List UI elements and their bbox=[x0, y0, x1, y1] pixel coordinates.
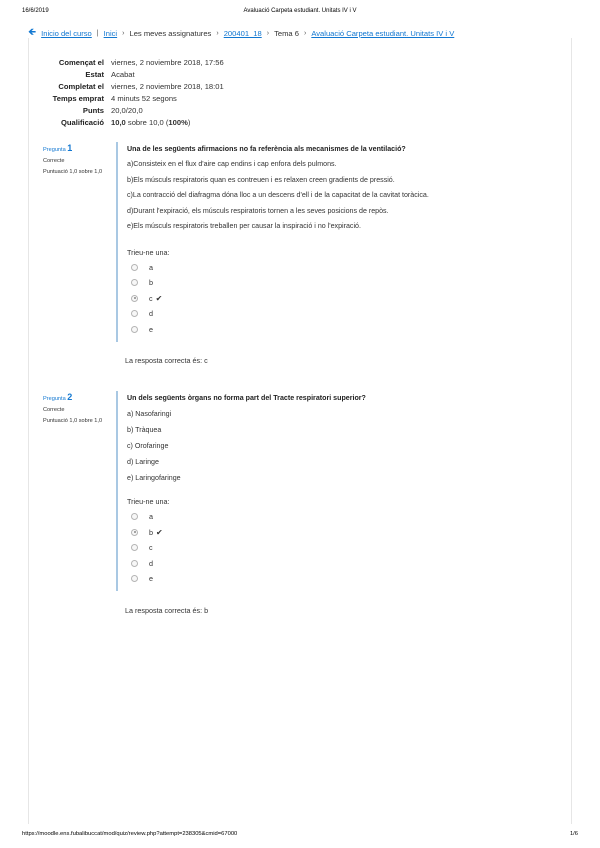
summary-value: 20,0/20,0 bbox=[111, 105, 143, 115]
question-text bbox=[127, 391, 556, 490]
option-text: d)Durant l'expiració, els músculs respiratoris tornen a les seves posicions de repòs. bbox=[127, 206, 389, 215]
option-text: d) Laringe bbox=[127, 458, 159, 466]
radio-button[interactable] bbox=[131, 326, 138, 333]
answer-option[interactable]: c bbox=[127, 540, 556, 556]
option-text: a)Consisteix en el flux d'aire cap endins i cap enfora dels pulmons. bbox=[127, 160, 337, 168]
radio-button[interactable] bbox=[131, 544, 138, 551]
option-text: e)Els músculs respiratoris treballen per causar la inspiració i no l'expiració. bbox=[127, 222, 361, 230]
summary-key: Completat el bbox=[58, 81, 104, 91]
answer-option-selected[interactable]: c ✔ bbox=[127, 291, 556, 307]
print-date: 16/6/2019 bbox=[22, 8, 49, 14]
chevron-right-icon: › bbox=[216, 29, 219, 37]
breadcrumb-link-course-home[interactable]: Inicio del curso bbox=[41, 28, 92, 38]
print-header bbox=[0, 8, 600, 20]
correct-answer-feedback: La resposta correcta és: b bbox=[125, 606, 209, 615]
answer-option[interactable]: e bbox=[127, 571, 556, 587]
arrow-left-icon[interactable]: 🡸 bbox=[28, 27, 37, 38]
option-text: b) Tràquea bbox=[127, 426, 162, 434]
answer-prompt: Trieu-ne una: bbox=[127, 497, 170, 506]
option-text: b)Els músculs respiratoris quan es contreuen i es relaxen creen gradients de pressió. bbox=[127, 175, 395, 184]
radio-button[interactable] bbox=[131, 513, 138, 520]
question-number: Pregunta 2 bbox=[43, 392, 73, 402]
print-url: https://moodle.ens.fubalibuccat/mod/quiz/review.php?attempt=238305&cmid=67000 bbox=[22, 831, 238, 837]
summary-row bbox=[28, 68, 328, 80]
question-text bbox=[127, 142, 556, 238]
question-content bbox=[116, 142, 556, 342]
summary-row bbox=[28, 80, 328, 92]
answer-option[interactable]: b bbox=[127, 275, 556, 291]
summary-row bbox=[28, 104, 328, 116]
radio-button-checked[interactable] bbox=[131, 529, 138, 536]
summary-value: viernes, 2 noviembre 2018, 17:56 bbox=[111, 57, 224, 67]
summary-key: Punts bbox=[82, 105, 104, 115]
breadcrumb bbox=[28, 27, 454, 39]
option-text: c)La contracció del diafragma dóna lloc a un descens d'ell i de la capacitat de la cavitat toràcica. bbox=[127, 191, 429, 199]
check-icon: ✔ bbox=[155, 293, 163, 303]
print-page-number: 1/6 bbox=[569, 831, 578, 837]
summary-row-grade bbox=[28, 116, 328, 128]
option-text: a) Nasofaringi bbox=[127, 410, 172, 418]
summary-value: 4 minuts 52 segons bbox=[111, 93, 177, 103]
answer-option[interactable]: d bbox=[127, 306, 556, 322]
breadcrumb-link-course[interactable]: 200401_18 bbox=[223, 28, 262, 38]
radio-button[interactable] bbox=[131, 560, 138, 567]
summary-key: Temps emprat bbox=[52, 93, 104, 103]
radio-button[interactable] bbox=[131, 575, 138, 582]
question-info bbox=[43, 143, 113, 175]
correct-answer-feedback: La resposta correcta és: c bbox=[125, 356, 208, 365]
summary-row bbox=[28, 56, 328, 68]
breadcrumb-item-topic: Tema 6 bbox=[274, 28, 299, 38]
summary-key: Començat el bbox=[58, 57, 104, 67]
option-text: e) Laringofaringe bbox=[127, 474, 181, 482]
answer-option[interactable]: e bbox=[127, 322, 556, 338]
question-stem: Una de les següents afirmacions no fa referència als mecanismes de la ventilació? bbox=[127, 145, 406, 153]
question-state: Correcte bbox=[43, 407, 65, 413]
summary-value: Acabat bbox=[111, 69, 135, 79]
question-content bbox=[116, 391, 556, 591]
answer-option[interactable]: d bbox=[127, 556, 556, 572]
print-title: Avaluació Carpeta estudiant. Unitats IV i V bbox=[243, 8, 357, 14]
question-mark: Puntuació 1,0 sobre 1,0 bbox=[43, 169, 103, 175]
chevron-right-icon: › bbox=[303, 29, 307, 37]
radio-button[interactable] bbox=[131, 310, 138, 317]
radio-button[interactable] bbox=[131, 264, 138, 271]
breadcrumb-item-my-courses: Les meves assignatures bbox=[129, 28, 212, 38]
summary-key: Estat bbox=[85, 69, 104, 79]
question-number: Pregunta 1 bbox=[43, 143, 73, 153]
question-state: Correcte bbox=[43, 158, 65, 164]
summary-key: Qualificació bbox=[60, 117, 104, 127]
answer-option-selected[interactable]: b ✔ bbox=[127, 525, 556, 541]
breadcrumb-separator: | bbox=[96, 29, 99, 37]
attempt-summary bbox=[28, 56, 328, 128]
question-stem: Un dels següents òrgans no forma part del Tracte respiratori superior? bbox=[127, 394, 366, 402]
answer-option[interactable]: a bbox=[127, 509, 556, 525]
radio-button[interactable] bbox=[131, 279, 138, 286]
breadcrumb-link-quiz[interactable]: Avaluació Carpeta estudiant. Unitats IV i V bbox=[311, 28, 455, 38]
summary-value: viernes, 2 noviembre 2018, 18:01 bbox=[111, 81, 224, 91]
answer-prompt: Trieu-ne una: bbox=[127, 247, 170, 257]
check-icon: ✔ bbox=[156, 527, 163, 537]
grade-value: 10,0 sobre 10,0 (100%) bbox=[111, 117, 191, 127]
radio-button-checked[interactable] bbox=[131, 295, 138, 302]
option-text: c) Orofaringe bbox=[127, 442, 169, 450]
summary-row bbox=[28, 92, 328, 104]
answer-option[interactable]: a bbox=[127, 260, 556, 276]
question-info bbox=[43, 392, 113, 424]
chevron-right-icon: › bbox=[266, 29, 270, 37]
chevron-right-icon: › bbox=[122, 29, 125, 37]
breadcrumb-link-home[interactable]: Inici bbox=[103, 28, 118, 38]
question-mark: Puntuació 1,0 sobre 1,0 bbox=[43, 418, 103, 424]
